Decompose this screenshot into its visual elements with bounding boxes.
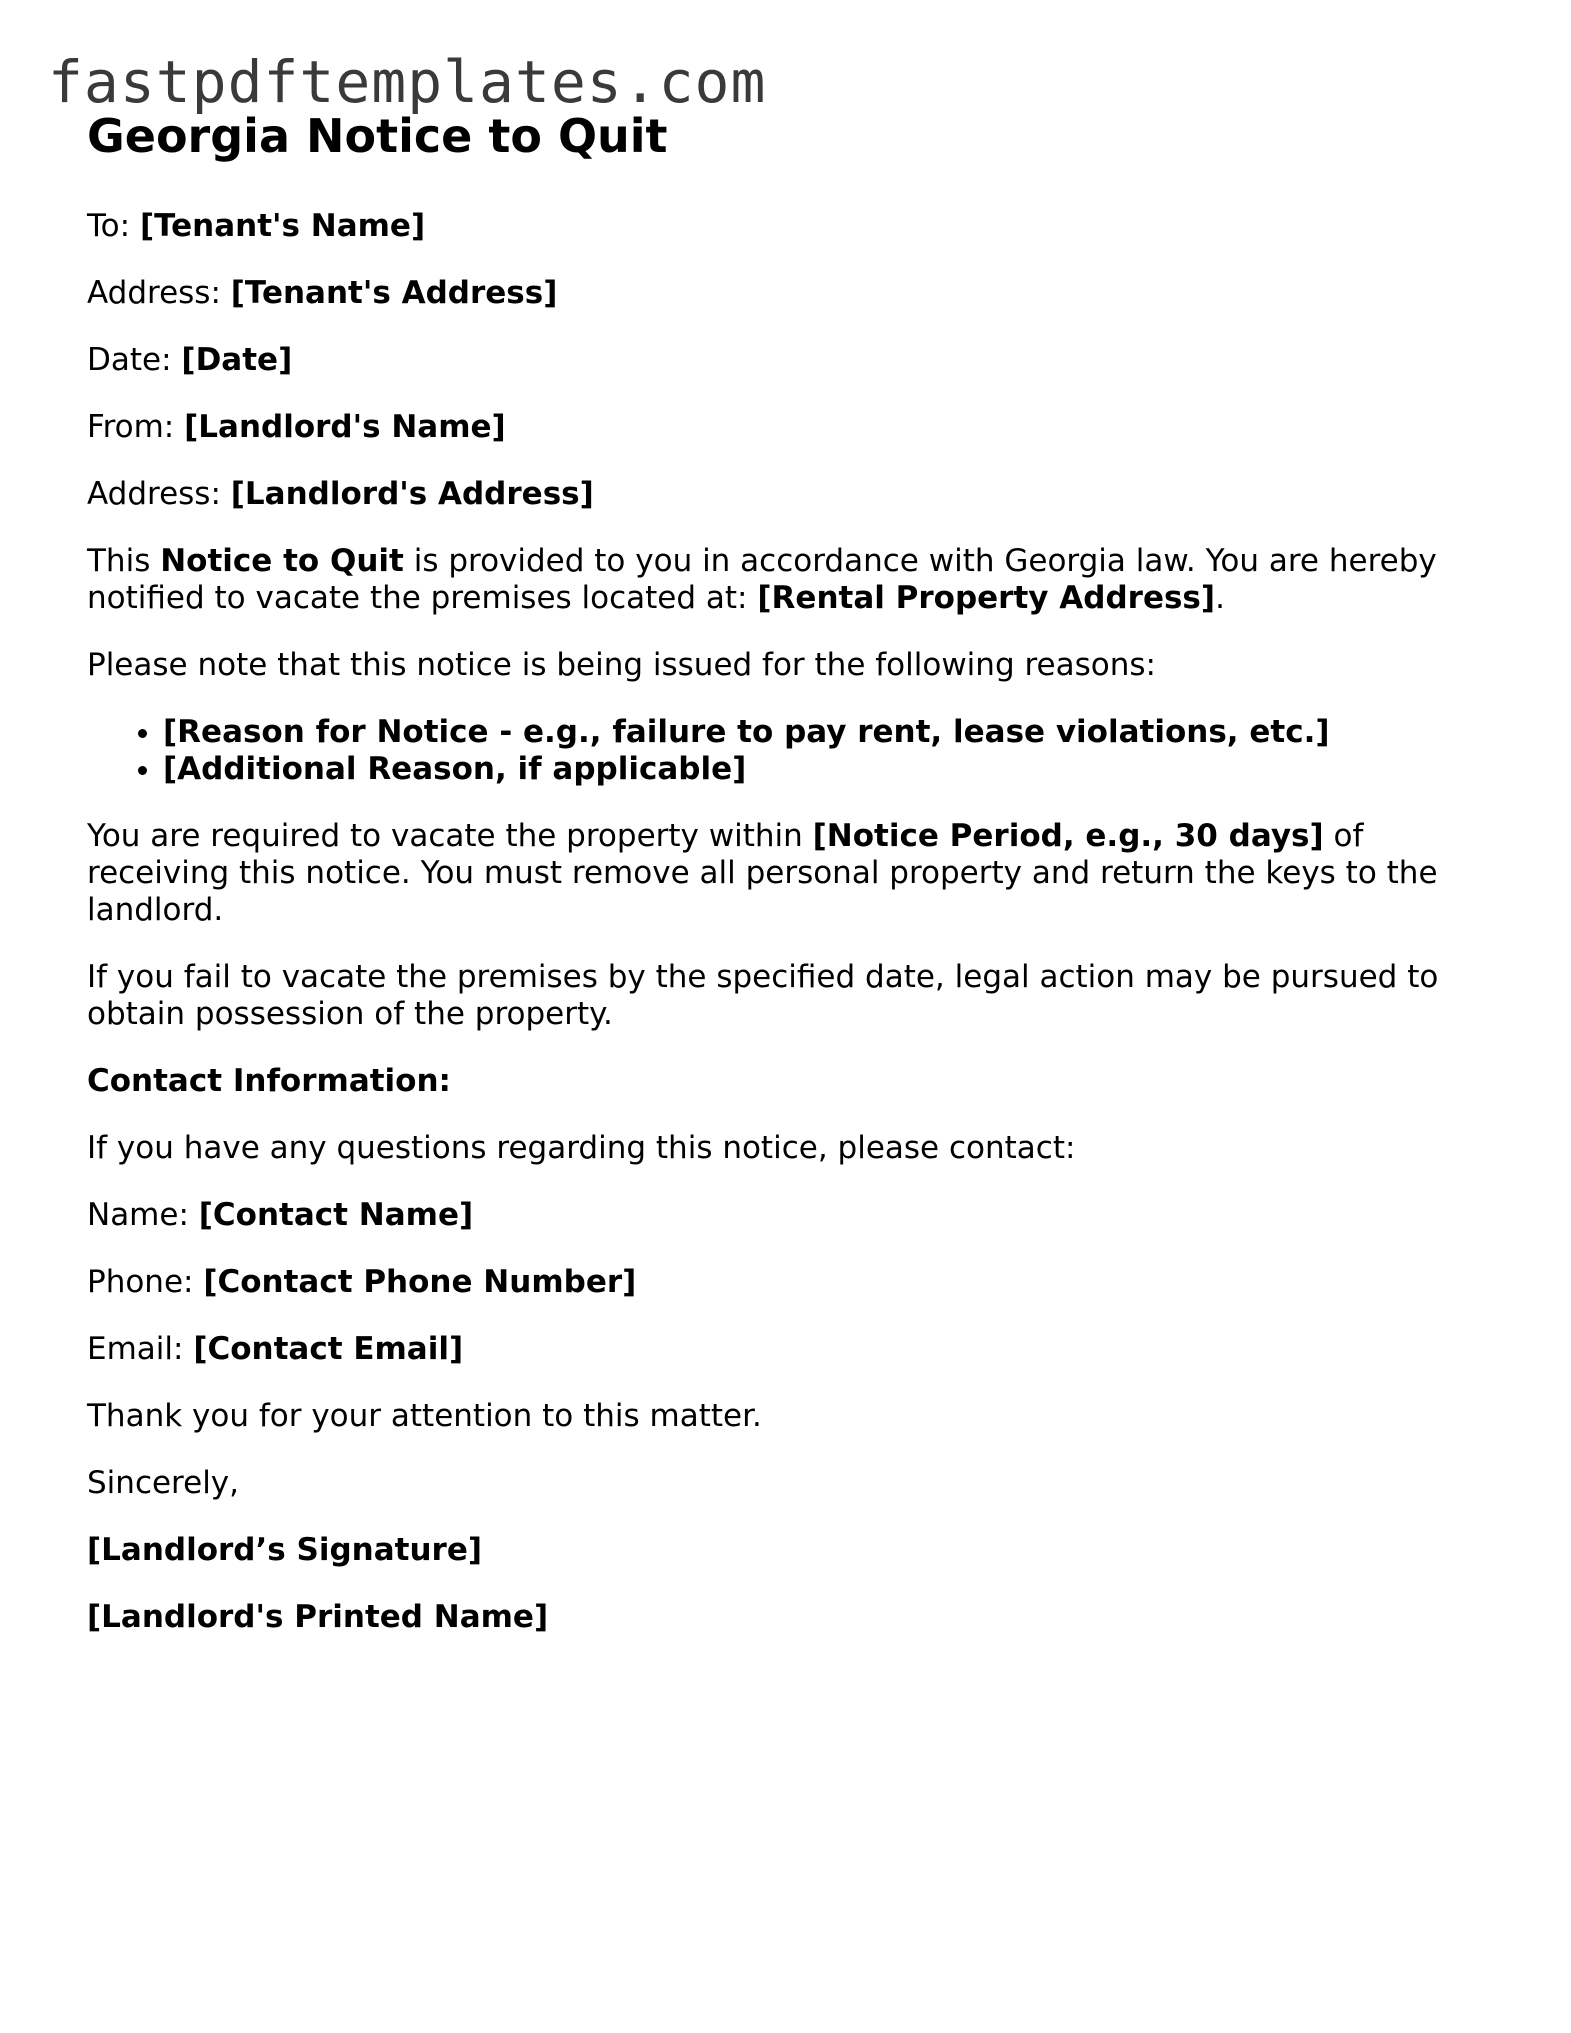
contact-phone-placeholder: [Contact Phone Number] [203,1264,637,1300]
date-placeholder: [Date] [181,342,293,378]
from-label: From: [87,409,185,445]
list-item: • [Reason for Notice - e.g., failure to pay rent, lease violations, etc.] [163,714,1487,751]
reasons-list [87,714,1487,788]
landlord-address-line [87,476,1487,513]
signature-line [87,1532,1487,1569]
landlord-address-label: Address: [87,476,231,512]
contact-email-label: Email: [87,1331,194,1367]
date-line [87,342,1487,379]
rental-address-placeholder: [Rental Property Address] [757,580,1216,616]
landlord-name-placeholder: [Landlord's Name] [184,409,506,445]
thanks-line: Thank you for your attention to this matter. [87,1398,762,1434]
vacate-paragraph [87,818,1487,929]
contact-heading [87,1063,1487,1100]
contact-email-placeholder: [Contact Email] [193,1331,464,1367]
printed-name-placeholder: [Landlord's Printed Name] [87,1599,549,1635]
closing-line: Sincerely, [87,1465,240,1501]
landlord-address-placeholder: [Landlord's Address] [230,476,594,512]
printed-name-line [87,1599,1487,1636]
to-line [87,208,1487,245]
vacate-pre: You are required to vacate the property within [87,818,813,854]
contact-phone-line [87,1264,1487,1301]
legal-warning-paragraph: If you fail to vacate the premises by the specified date, legal action may be pursued to obtain possession of the property. [87,959,1439,1032]
notice-period-placeholder: [Notice Period, e.g., 30 days] [812,818,1324,854]
contact-name-label: Name: [87,1197,199,1233]
signature-placeholder: [Landlord’s Signature] [87,1532,483,1568]
tenant-name-placeholder: [Tenant's Name] [139,208,426,244]
contact-name-placeholder: [Contact Name] [198,1197,474,1233]
contact-name-line [87,1197,1487,1234]
from-line [87,409,1487,446]
to-label: To: [87,208,140,244]
tenant-address-label: Address: [87,275,231,311]
notice-to-quit-term: Notice to Quit [160,543,404,579]
date-label: Date: [87,342,182,378]
contact-phone-label: Phone: [87,1264,204,1300]
intro-mid: is provided to you in accordance with Georgia law. You are hereby notified to vacate the premises located at: [87,543,1437,616]
intro-post: . [1215,580,1225,616]
contact-intro: If you have any questions regarding this notice, please contact: [87,1130,1076,1166]
vacate-post: of receiving this notice. You must remove all personal property and return the keys to the landlord. [87,818,1438,928]
contact-heading-text: Contact Information: [87,1063,451,1099]
tenant-address-placeholder: [Tenant's Address] [230,275,558,311]
intro-paragraph [87,543,1487,617]
watermark: fastpdftemplates.com [48,48,767,116]
document-body [87,108,1487,1666]
contact-email-line [87,1331,1487,1368]
reasons-intro: Please note that this notice is being issued for the following reasons: [87,647,1156,683]
document-title: Georgia Notice to Quit [87,109,668,163]
intro-pre: This [87,543,161,579]
tenant-address-line [87,275,1487,312]
list-item: • [Additional Reason, if applicable] [163,751,1487,788]
